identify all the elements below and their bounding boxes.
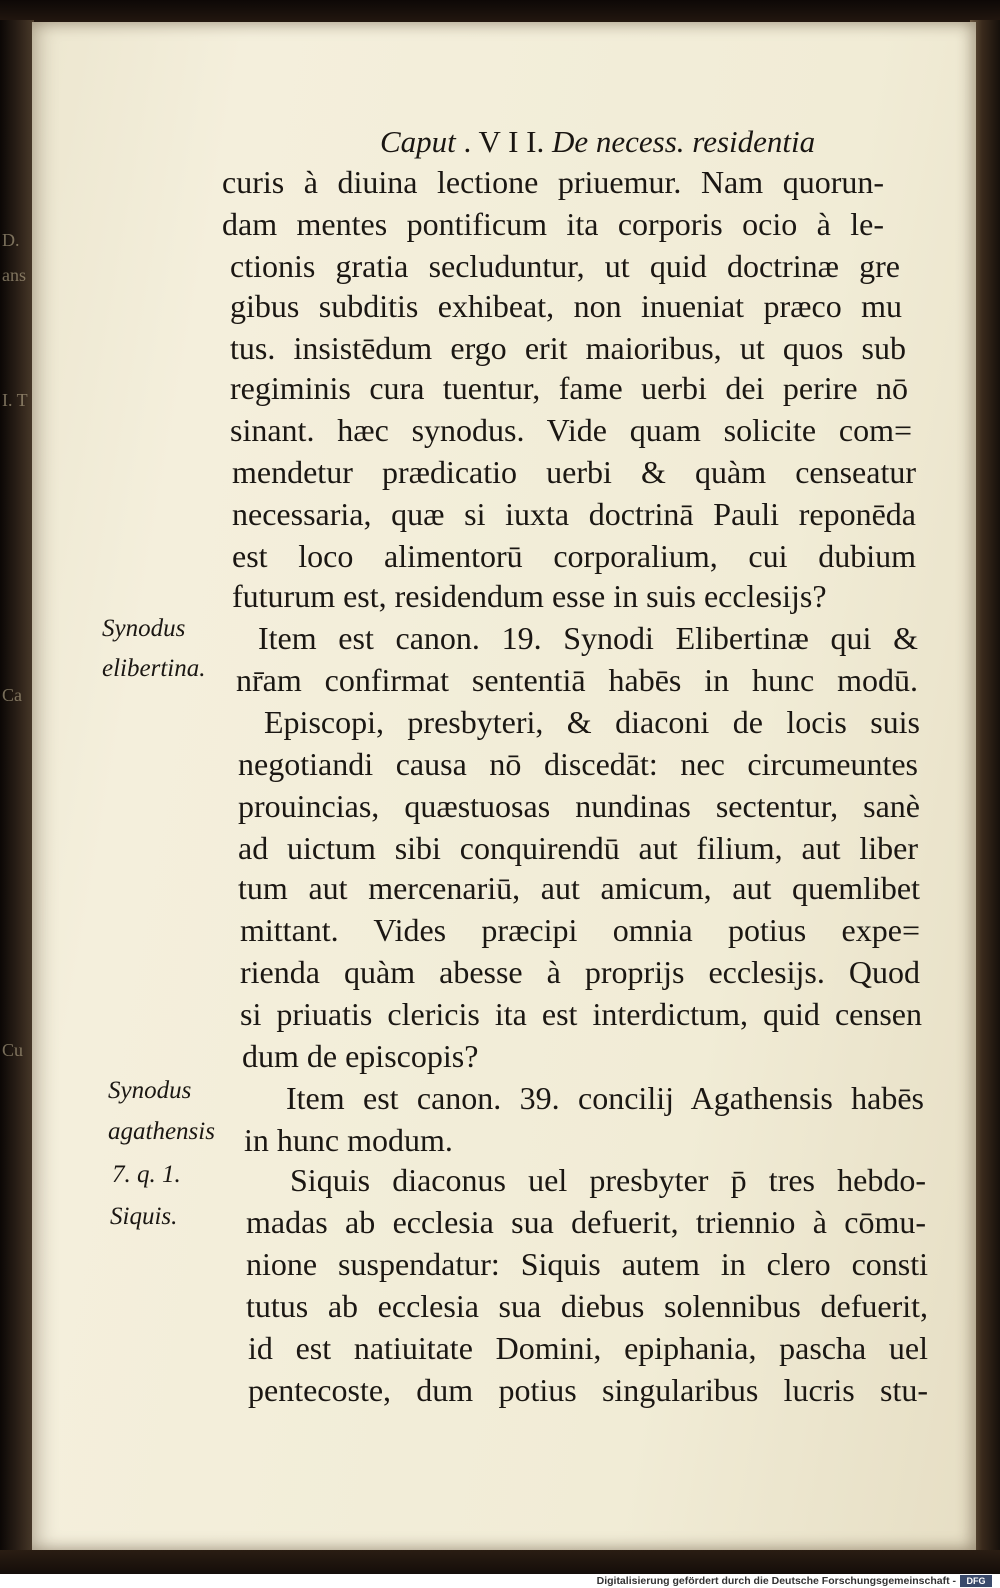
margin-note: Synodus — [108, 1077, 192, 1104]
edge-fragment: I. T — [2, 390, 28, 410]
text-line: pentecoste, dum potius singularibus lucris stu- — [248, 1372, 928, 1408]
text-line: in hunc modum. — [244, 1122, 453, 1158]
text-line: mittant. Vides præcipi omnia potius expe= — [240, 912, 920, 948]
text-line: dum de episcopis? — [242, 1038, 479, 1074]
margin-note: Siquis. — [110, 1203, 178, 1230]
text-line: nione suspendatur: Siquis autem in clero consti — [246, 1246, 928, 1282]
book-page — [32, 22, 976, 1550]
book-bottom-edge — [0, 1550, 1000, 1574]
text-line: si priuatis clericis ita est interdictum, quid censen — [240, 996, 922, 1032]
text-line: futurum est, residendum esse in suis ecclesijs? — [232, 578, 827, 614]
margin-note: agathensis — [108, 1118, 215, 1145]
text-line: tutus ab ecclesia sua diebus solennibus defuerit, — [246, 1288, 928, 1324]
text-line: tum aut mercenariū, aut amicum, aut quemlibet — [238, 870, 920, 906]
header-caput: Caput — [380, 124, 456, 159]
edge-fragment: D. — [2, 230, 20, 250]
text-line: ctionis gratia secluduntur, ut quid doctrinæ gre — [230, 248, 900, 284]
text-line: est loco alimentorū corporalium, cui dubium — [232, 538, 916, 574]
text-line: mendetur prædicatio uerbi & quàm censeatur — [232, 454, 916, 490]
margin-note: 7. q. 1. — [112, 1161, 181, 1188]
text-line: dam mentes pontificum ita corporis ocio à le- — [222, 206, 884, 242]
facing-page-edge — [0, 20, 34, 1550]
text-line: curis à diuina lectione priuemur. Nam quorun- — [222, 164, 884, 200]
header-de: De — [551, 124, 589, 159]
text-line: id est natiuitate Domini, epiphania, pascha uel — [248, 1330, 928, 1366]
text-line: gibus subditis exhibeat, non inueniat præco mu — [230, 288, 902, 324]
text-line: negotiandi causa nō discedāt: nec circumeuntes — [238, 746, 918, 782]
text-line: necessaria, quæ si iuxta doctrinā Pauli reponēda — [232, 496, 916, 532]
footer-credit: Digitalisierung gefördert durch die Deutsche Forschungsgemeinschaft - — [596, 1575, 956, 1587]
header-number: . V I I. — [463, 124, 545, 159]
header-residentia: residentia — [692, 124, 816, 159]
text-line: Item est canon. 19. Synodi Elibertinæ qui & — [258, 620, 918, 656]
text-line: regiminis cura tuentur, fame uerbi dei perire nō — [230, 370, 908, 406]
edge-fragment: Cu — [2, 1040, 24, 1060]
text-line: nr̄am confirmat sententiā habēs in hunc modū. — [236, 662, 918, 698]
margin-note: elibertina. — [102, 655, 206, 682]
header-necess: necess. — [595, 124, 685, 159]
text-line: ad uictum sibi conquirendū aut filium, aut liber — [238, 830, 918, 866]
text-line: rienda quàm abesse à proprijs ecclesijs. Quod — [240, 954, 920, 990]
text-line: Item est canon. 39. concilij Agathensis habēs — [286, 1080, 924, 1116]
text-line: sinant. hæc synodus. Vide quam solicite com= — [230, 412, 912, 448]
dfg-logo: DFG — [960, 1575, 992, 1587]
text-line: madas ab ecclesia sua defuerit, triennio à cōmu- — [246, 1204, 926, 1240]
margin-note: Synodus — [102, 615, 186, 642]
running-header — [380, 122, 820, 162]
text-line: Episcopi, presbyteri, & diaconi de locis suis — [264, 704, 920, 740]
edge-fragment: Ca — [2, 685, 22, 705]
text-line: tus. insistēdum ergo erit maioribus, ut quos sub — [230, 330, 906, 366]
edge-fragment: ans — [2, 265, 26, 285]
text-line: prouincias, quæstuosas nundinas sectentur, sanè — [238, 788, 920, 824]
text-line: Siquis diaconus uel presbyter p̄ tres hebdo- — [290, 1162, 926, 1198]
